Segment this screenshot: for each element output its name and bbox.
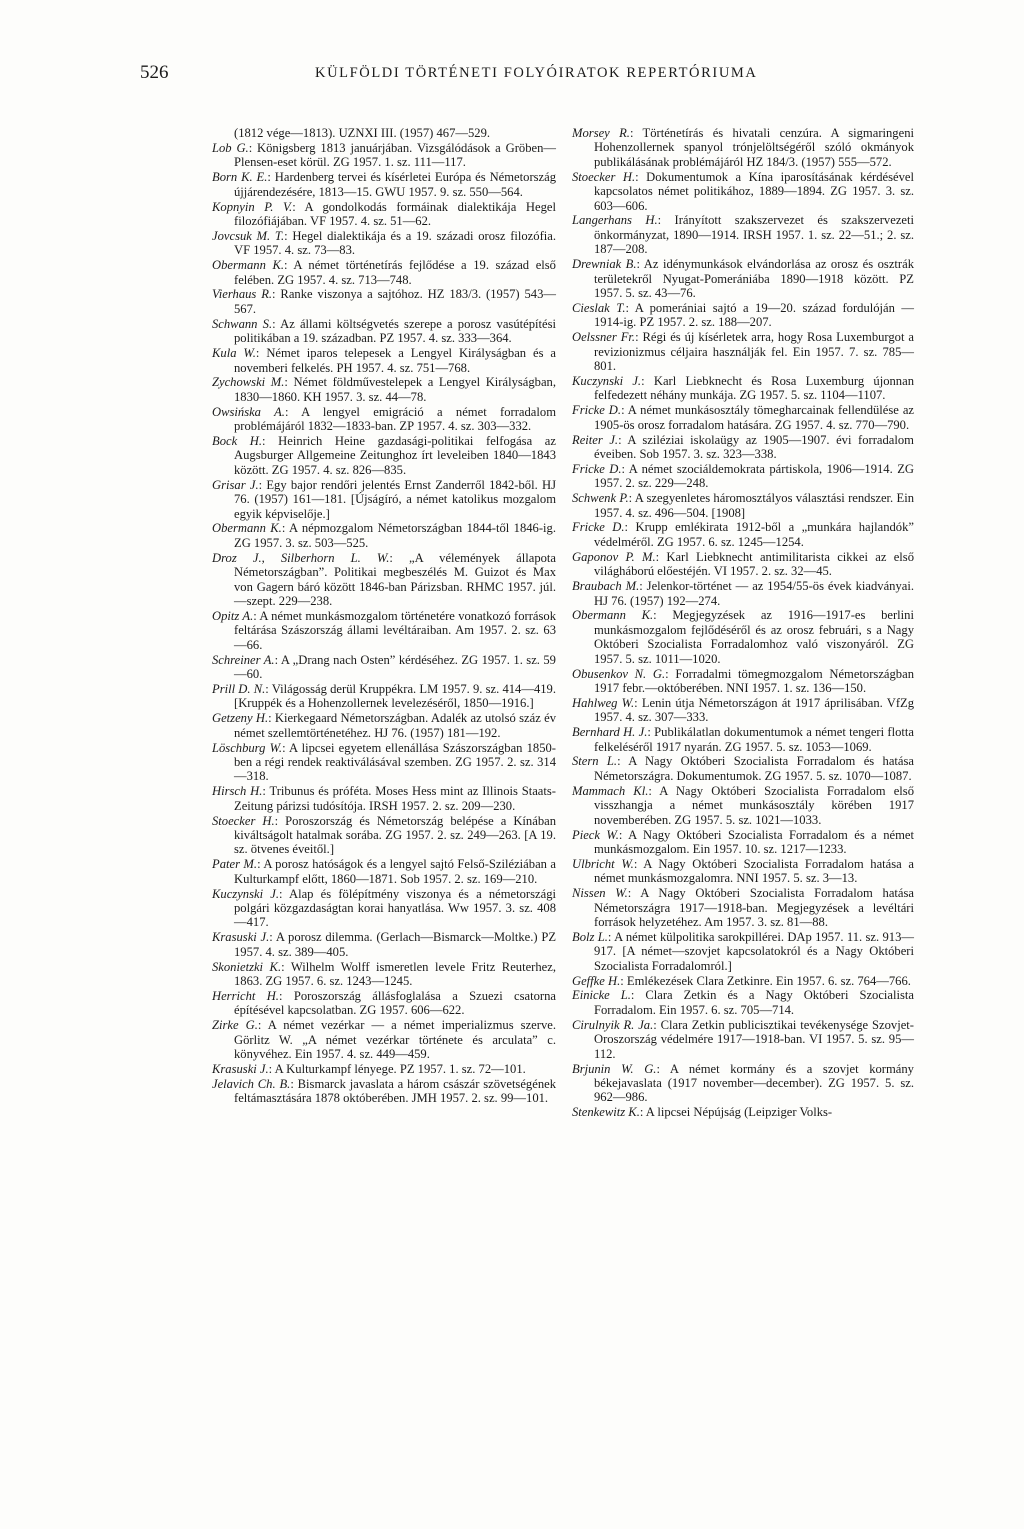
- entry-author: Getzeny H.: [212, 711, 269, 726]
- entry-text: : Clara Zetkin publicisztikai tevékenysége Szovjet-Oroszország védelmére 1917—1918-ban. VI 1957. 5. sz. 95—112.: [594, 1017, 914, 1061]
- entry-author: Gaponov P. M.: [572, 549, 656, 564]
- bibliography-entry: [212, 405, 556, 434]
- entry-author: Owsińska A.: [212, 404, 285, 419]
- bibliography-entry: [572, 784, 914, 827]
- entry-author: Geffke H.: [572, 973, 621, 988]
- bibliography-entry: [212, 1062, 556, 1076]
- bibliography-entry: [572, 550, 914, 579]
- entry-author: Schwenk P.: [572, 491, 629, 506]
- entry-text: : Tribunus és próféta. Moses Hess mint az Illinois Staats-Zeitung párizsi tudósítója. IRSH 1957. 2. sz. 209—230.: [234, 784, 556, 813]
- entry-text: : Dokumentumok a Kína iparosításának kérdésével kapcsolatos német politikához, 1889—1894. ZG 1957. 3. sz. 603—606.: [594, 169, 915, 213]
- entry-text: : A lipcsei Népújság (Leipziger Volks-: [639, 1105, 833, 1120]
- entry-text: : Világosság derül Kruppékra. LM 1957. 9. sz. 414—419. [Kruppék és a Hohenzollernek levelezéséről, 1850—1916.]: [234, 681, 556, 711]
- right-column: [572, 126, 914, 1120]
- entry-author: Droz J., Silberhorn L. W.: [212, 550, 390, 565]
- entry-author: Obermann K.: [572, 608, 654, 623]
- entry-author: Cirulnyik R. Ja.: [572, 1017, 654, 1032]
- bibliography-entry: [572, 974, 914, 988]
- bibliography-entry: [212, 141, 556, 170]
- bibliography-entry: [212, 229, 556, 258]
- entry-author: Opitz A.: [212, 608, 254, 623]
- entry-text: : Az állami költségvetés szerepe a porosz vasútépítési politikában a 19. században. PZ 1957. 4. sz. 333—364.: [234, 316, 556, 346]
- bibliography-entry: [572, 754, 914, 783]
- bibliography-entry: [212, 287, 556, 316]
- entry-author: Jovcsuk M. T.: [212, 228, 285, 243]
- entry-text: : Alap és fölépítmény viszonya és a németországi polgári közgazdaságtan korai hanyatlása. Ww 1957. 3. sz. 408—417.: [234, 886, 556, 930]
- entry-text: : A Nagy Októberi Szocialista Forradalom és hatása Németországra. Dokumentumok. ZG 1957. 5. sz. 1070—1087.: [594, 754, 914, 783]
- entry-author: Stoecker H.: [212, 813, 275, 828]
- entry-text: : Bismarck javaslata a három császár szövetségének feltámasztására 1878 októberében. JMH 1957. 2. sz. 99—101.: [234, 1076, 556, 1106]
- bibliography-entry: [572, 213, 914, 256]
- bibliography-entry: [572, 930, 914, 973]
- entry-text: : Wilhelm Wolff ismeretlen levele Fritz Reuterhez, 1863. ZG 1957. 6. sz. 1243—1245.: [234, 959, 556, 989]
- bibliography-entry: [212, 814, 556, 857]
- entry-text: : Egy bajor rendőri jelentés Ernst Zanderről 1842-ből. HJ 76. (1957) 161—181. [Újságíró, a német katolikus mozgalom egyik képviselője.]: [234, 477, 556, 521]
- running-title: KÜLFÖLDI TÖRTÉNETI FOLYÓIRATOK REPERTÓRIUMA: [315, 65, 758, 81]
- bibliography-entry: [212, 346, 556, 375]
- bibliography-entry: [572, 725, 914, 754]
- entry-text: : A német történetírás fejlődése a 19. század első felében. ZG 1957. 4. sz. 713—748.: [234, 258, 556, 287]
- bibliography-entry: [212, 857, 556, 886]
- entry-text: : A Nagy Októberi Szocialista Forradalom hatása a német munkásmozgalomra. NNI 1957. 5. sz. 3—13.: [594, 856, 914, 886]
- entry-author: Vierhaus R.: [212, 287, 273, 302]
- entry-text: : Hegel dialektikája és a 19. századi orosz filozófia. VF 1957. 4. sz. 73—83.: [234, 228, 557, 258]
- entry-author: Einicke L.: [572, 988, 631, 1003]
- entry-author: Fricke D.: [572, 520, 625, 535]
- bibliography-entry: [212, 930, 556, 959]
- entry-text: : Régi és új kísérletek arra, hogy Rosa Luxemburgot a revizionizmus céljaira használják fel. Ein 1957. 7. sz. 785—801.: [594, 330, 914, 373]
- bibliography-entry: [572, 126, 914, 169]
- entry-author: Hahlweg W.: [572, 695, 635, 710]
- entry-text: : A német kormány és a szovjet kormány békejavaslata (1917 november—december). ZG 1957. 5. sz. 962—986.: [594, 1061, 914, 1105]
- entry-author: Obermann K.: [212, 258, 285, 273]
- entry-text: : Poroszország állásfoglalása a Szuezi csatorna építésével kapcsolatban. ZG 1957. 606—622.: [234, 988, 556, 1018]
- bibliography-entry: [572, 257, 914, 300]
- entry-author: Obusenkov N. G.: [572, 666, 666, 681]
- entry-author: Mammach Kl.: [572, 783, 649, 798]
- bibliography-entry: [212, 551, 556, 609]
- entry-text: : Jelenkor-történet — az 1954/55-ös évek kiadványai. HJ 76. (1957) 192—274.: [594, 579, 915, 608]
- entry-text: : Hardenberg tervei és kísérletei Európa és Németország újjárendezésére, 1813—15. GWU 1957. 9. sz. 550—564.: [234, 170, 557, 199]
- entry-author: Skonietzki K.: [212, 959, 282, 974]
- entry-text: : „A vélemények állapota Németországban”. Politikai megbeszélés M. Guizot és Max von Gagern báró között 1846-ban Párizsban. RHMC 1957. júl.—szept. 229—238.: [234, 550, 556, 608]
- entry-text: : Poroszország és Németország belépése a Kínában kiváltságolt hatalmak sorába. ZG 1957. 2. sz. 249—263. [A 19. sz. ötvenes éveitől.]: [234, 813, 557, 857]
- entry-author: Pater M.: [212, 857, 258, 872]
- bibliography-entry: [572, 491, 914, 520]
- entry-text: : Kierkegaard Németországban. Adalék az utolsó száz év német szellemtörténetéhez. HJ 76. (1957) 181—192.: [234, 711, 556, 740]
- bibliography-entry: [572, 520, 914, 549]
- entry-text: : Az idénymunkások elvándorlása az orosz és osztrák területekről Nyugat-Pomerániába 1890—1918 között. PZ 1957. 5. sz. 43—76.: [594, 257, 914, 300]
- bibliography-entry: [212, 960, 556, 989]
- bibliography-entry: [572, 1018, 914, 1061]
- entry-author: Fricke D.: [572, 461, 622, 476]
- bibliography-entry: [572, 462, 914, 491]
- entry-text: : A német külpolitika sarokpillérei. DAp 1957. 11. sz. 913—917. [A német—szovjet kapcsolatokról és a Nagy Októberi Szocialista Forradalomról.]: [594, 929, 914, 973]
- entry-text: : Forradalmi tömegmozgalom Németországban 1917 febr.—októberében. NNI 1957. 1. sz. 136—150.: [594, 666, 914, 695]
- bibliography-entry: [572, 667, 914, 696]
- entry-author: Krasuski J.: [212, 930, 270, 945]
- entry-author: Cieslak T.: [572, 300, 626, 315]
- entry-text: : Heinrich Heine gazdasági-politikai felfogása az Augsburger Allgemeine Zeitunghoz írt leveleiben 1840—1843 között. ZG 1957. 4. sz. 826—835.: [234, 434, 556, 477]
- bibliography-entry: [572, 433, 914, 462]
- entry-author: Schwann S.: [212, 316, 273, 331]
- entry-author: Kuczynski J.: [572, 373, 642, 388]
- entry-text: : Lenin útja Németországon át 1917 áprilisában. VfZg 1957. 4. sz. 307—333.: [594, 695, 914, 725]
- bibliography-entry: [212, 609, 556, 652]
- bibliography-entry: [212, 653, 556, 682]
- bibliography-entry: [212, 521, 556, 550]
- entry-author: Ulbricht W.: [572, 856, 634, 871]
- entry-text: : A sziléziai iskolaügy az 1905—1907. évi forradalom éveiben. Sob 1957. 3. sz. 323—338.: [594, 432, 914, 461]
- entry-author: Krasuski J.: [212, 1062, 269, 1076]
- entry-text: : A „Drang nach Osten” kérdéséhez. ZG 1957. 1. sz. 59—60.: [234, 652, 556, 682]
- bibliography-entry: [212, 887, 556, 930]
- bibliography-entry: [212, 1018, 556, 1061]
- bibliography-entry: [572, 1105, 914, 1119]
- bibliography-entry: [572, 403, 914, 432]
- page-header: [140, 62, 920, 92]
- entry-author: Kopnyin P. V.: [212, 199, 293, 214]
- entry-text: : Clara Zetkin és a Nagy Októberi Szocialista Forradalom. Ein 1957. 6. sz. 705—714.: [594, 988, 914, 1017]
- entry-author: Born K. E.: [212, 170, 268, 185]
- entry-text: : A német munkásosztály tömegharcainak fellendülése az 1905-ös orosz forradalom hatására. ZG 1957. 4. sz. 770—790.: [594, 403, 914, 432]
- bibliography-entry: [212, 317, 556, 346]
- entry-text: : A porosz dilemma. (Gerlach—Bismarck—Moltke.) PZ 1957. 4. sz. 389—405.: [234, 930, 557, 959]
- entry-author: Brjunin W. G.: [572, 1061, 657, 1076]
- entry-author: Grisar J.: [212, 477, 259, 492]
- entry-text: : Történetírás és hivatali cenzúra. A sigmaringeni Hohenzollernek spanyol trónjelöltségéről szóló okmányok publikálásának problémájáról HZ 184/3. (1957) 555—572.: [594, 126, 914, 169]
- entry-author: Löschburg W.: [212, 740, 283, 755]
- entry-author: Stoecker H.: [572, 169, 636, 184]
- entry-author: Bolz L.: [572, 929, 608, 944]
- entry-author: Braubach M.: [572, 579, 640, 594]
- bibliography-entry: [212, 375, 556, 404]
- entry-author: Kula W.: [212, 346, 256, 361]
- entry-author: Morsey R.: [572, 126, 630, 140]
- entry-text: : Német iparos telepesek a Lengyel Királyságban és a novemberi felkelés. PH 1957. 4. sz. 751—768.: [234, 346, 557, 375]
- entry-text: : A lipcsei egyetem ellenállása Szászországban 1850-ben a régi rendek reaktiválásával szemben. ZG 1957. 2. sz. 314—318.: [234, 740, 557, 784]
- bibliography-entry: [212, 258, 556, 287]
- bibliography-entry: [212, 989, 556, 1018]
- bibliography-entry: [212, 682, 556, 711]
- entry-author: Jelavich Ch. B.: [212, 1076, 291, 1091]
- entry-text: : A német vezérkar — a német imperializmus szerve. Görlitz W. „A német vezérkar története és arculata” c. könyvéhez. Ein 1957. 4. sz. 449—459.: [234, 1018, 556, 1062]
- bibliography-entry: [212, 478, 556, 521]
- entry-text: : Emlékezések Clara Zetkinre. Ein 1957. 6. sz. 764—766.: [620, 973, 911, 988]
- bibliography-entry: [212, 784, 556, 813]
- entry-text: : Königsberg 1813 januárjában. Vizsgálódások a Gröben—Plensen-eset körül. ZG 1957. 1. sz. 111—117.: [234, 140, 556, 170]
- entry-text: (1812 vége—1813). UZNXI III. (1957) 467—529.: [234, 126, 491, 140]
- entry-author: Zychowski M.: [212, 375, 285, 390]
- bibliography-entry: [572, 170, 914, 213]
- bibliography-entry: [572, 330, 914, 373]
- bibliography-entry: [212, 1077, 556, 1106]
- entry-author: Stern L.: [572, 754, 618, 769]
- entry-author: Hirsch H.: [212, 784, 263, 799]
- entry-text: : A szegyenletes háromosztályos választási rendszer. Ein 1957. 4. sz. 496—504. [1908]: [594, 491, 914, 520]
- entry-author: Prill D. N.: [212, 681, 266, 696]
- entry-text: : Irányított szakszervezet és szakszervezeti önkormányzat, 1890—1914. IRSH 1957. 1. sz. 22—51.; 2. sz. 187—208.: [594, 213, 915, 257]
- bibliography-entry: [572, 579, 914, 608]
- entry-text: : A gondolkodás formáinak dialektikája Hegel filozófiájában. VF 1957. 4. sz. 51—62.: [234, 199, 556, 228]
- entry-text: : A porosz hatóságok és a lengyel sajtó Felső-Sziléziában a Kulturkampf előtt, 1860—1871. Sob 1957. 2. sz. 169—210.: [234, 857, 556, 886]
- entry-author: Oelssner Fr.: [572, 330, 636, 345]
- bibliography-entry: [572, 857, 914, 886]
- entry-text: : A Nagy Októberi Szocialista Forradalom hatása Németországra 1917—1918-ban. Megjegyzések a levéltári források helyzetéhez. Am 1957. 3. sz. 81—88.: [594, 886, 915, 929]
- entry-text: : Krupp emlékirata 1912-ből a „munkára hajlandók” védelméről. ZG 1957. 6. sz. 1245—1254.: [594, 520, 914, 549]
- bibliography-entry: [212, 741, 556, 784]
- entry-text: : A Nagy Októberi Szocialista Forradalom első visszhangja a német munkásosztály körében 1917 novemberében. ZG 1957. 5. sz. 1021—1033.: [594, 783, 914, 827]
- bibliography-entry: [212, 170, 556, 199]
- bibliography-entry: [572, 696, 914, 725]
- bibliography-entry: [572, 374, 914, 403]
- bibliography-entry: [572, 988, 914, 1017]
- entry-text: : Publikálatlan dokumentumok a német tengeri flotta felkeléséről 1917 nyarán. ZG 1957. 5. sz. 1053—1069.: [594, 725, 914, 754]
- entry-text: : Megjegyzések az 1916—1917-es berlini munkásmozgalom fejlődéséről és az orosz februári, s a Nagy Októberi Szocialista Forradalomhoz való viszonyáról. ZG 1957. 5. sz. 1011—1020.: [594, 608, 914, 666]
- entry-text: : Karl Liebknecht és Rosa Luxemburg újonnan felfedezett néhány munkája. ZG 1957. 5. sz. 1104—1107.: [594, 373, 914, 403]
- entry-author: Reiter J.: [572, 432, 619, 447]
- entry-text: : A lengyel emigráció a német forradalom problémájáról 1832—1833-ban. ZP 1957. 4. sz. 303—332.: [234, 404, 556, 434]
- entry-author: Bernhard H. J.: [572, 725, 648, 740]
- bibliography-entry: [212, 126, 556, 140]
- entry-text: : Német földművestelepek a Lengyel Királyságban, 1830—1860. KH 1957. 3. sz. 44—78.: [234, 375, 556, 404]
- entry-author: Kuczynski J.: [212, 886, 279, 901]
- entry-author: Fricke D.: [572, 403, 622, 418]
- entry-text: : A német szociáldemokrata pártiskola, 1906—1914. ZG 1957. 2. sz. 229—248.: [594, 461, 914, 491]
- bibliography-entry: [212, 711, 556, 740]
- entry-text: : A Kulturkampf lényege. PZ 1957. 1. sz. 72—101.: [268, 1062, 526, 1076]
- bibliography-entry: [572, 828, 914, 857]
- left-column: [212, 126, 556, 1106]
- entry-author: Drewniak B.: [572, 257, 637, 272]
- entry-author: Schreiner A.: [212, 652, 275, 667]
- bibliography-entry: [572, 886, 914, 929]
- entry-author: Stenkewitz K.: [572, 1105, 640, 1120]
- bibliography-entry: [212, 434, 556, 477]
- entry-author: Langerhans H.: [572, 213, 658, 228]
- entry-text: : A pomerániai sajtó a 19—20. század fordulóján — 1914-ig. PZ 1957. 2. sz. 188—207.: [594, 300, 914, 330]
- page-number: 526: [140, 62, 169, 83]
- entry-text: : A Nagy Októberi Szocialista Forradalom és a német munkásmozgalom. Ein 1957. 10. sz. 1217—1233.: [594, 827, 914, 856]
- bibliography-entry: [572, 1062, 914, 1105]
- bibliography-entry: [572, 608, 914, 666]
- entry-author: Obermann K.: [212, 521, 282, 536]
- entry-author: Herricht H.: [212, 988, 279, 1003]
- entry-author: Zirke G.: [212, 1018, 258, 1033]
- entry-author: Lob G.: [212, 140, 249, 155]
- entry-text: : A népmozgalom Németországban 1844-től 1846-ig. ZG 1957. 3. sz. 503—525.: [234, 521, 556, 550]
- entry-author: Nissen W.: [572, 886, 628, 901]
- bibliography-entry: [572, 301, 914, 330]
- entry-text: : Ranke viszonya a sajtóhoz. HZ 183/3. (1957) 543—567.: [234, 287, 556, 316]
- entry-author: Pieck W.: [572, 827, 619, 842]
- entry-text: : A német munkásmozgalom történetére vonatkozó források feltárása Szászország állami levéltáraiban. Am 1957. 2. sz. 63—66.: [234, 608, 556, 652]
- entry-author: Bock H.: [212, 434, 263, 449]
- entry-text: : Karl Liebknecht antimilitarista cikkei az első világháború előestéjén. VI 1957. 2. sz. 32—45.: [594, 549, 914, 579]
- bibliography-entry: [212, 200, 556, 229]
